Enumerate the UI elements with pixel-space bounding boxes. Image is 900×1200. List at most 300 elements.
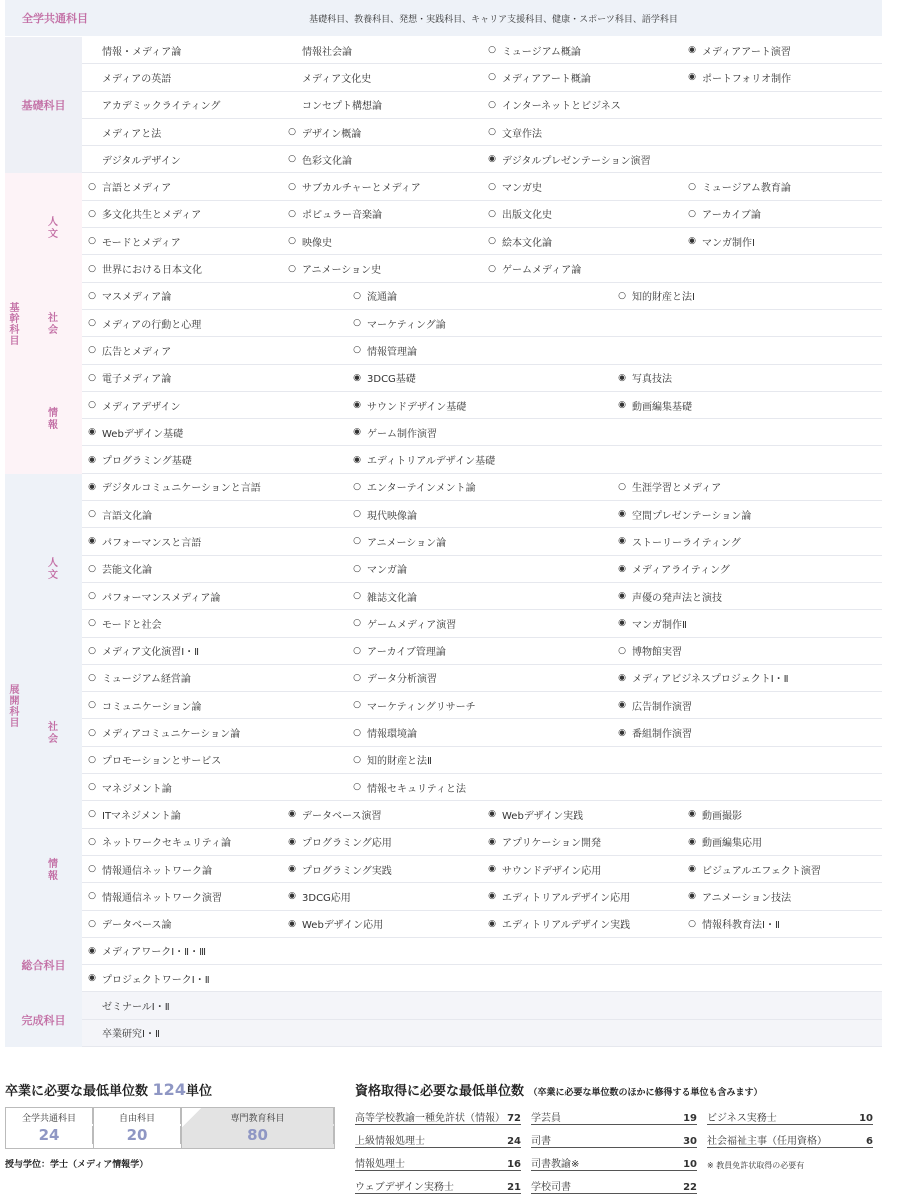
course-marker: ○ xyxy=(88,727,96,738)
course-marker: ○ xyxy=(353,509,361,520)
course-cell xyxy=(612,446,882,472)
course-marker: ◉ xyxy=(688,836,696,847)
course-row xyxy=(82,37,882,64)
course-marker: ○ xyxy=(288,236,296,247)
course-cell xyxy=(82,146,282,172)
course-cell xyxy=(612,719,882,745)
course-name: 情報・メディア論 xyxy=(102,46,182,58)
course-row xyxy=(82,556,882,583)
course-name: アプリケーション開発 xyxy=(502,838,601,850)
qual-name: 高等学校教諭一種免許状（情報） xyxy=(355,1112,505,1124)
qual-credits: 10 xyxy=(859,1112,873,1124)
course-cell xyxy=(347,610,612,636)
course-name: マーケティングリサーチ xyxy=(367,701,476,713)
course-row xyxy=(82,119,882,146)
course-cell xyxy=(682,883,882,909)
course-marker: ○ xyxy=(688,918,696,929)
course-name: 現代映像論 xyxy=(367,510,417,522)
kikan-shakai xyxy=(20,283,882,365)
course-row xyxy=(82,638,882,665)
course-cell xyxy=(82,774,347,800)
subgroup-label: 情報 xyxy=(45,857,57,882)
course-name: 情報通信ネットワーク論 xyxy=(102,865,212,877)
course-row xyxy=(82,365,882,392)
course-name: データ分析演習 xyxy=(367,674,437,686)
course-cell xyxy=(482,92,682,118)
course-cell xyxy=(82,583,347,609)
course-marker: ○ xyxy=(88,754,96,765)
course-name: ストーリーライティング xyxy=(632,537,741,549)
course-marker: ○ xyxy=(688,208,696,219)
course-marker: ○ xyxy=(618,481,626,492)
course-marker: ○ xyxy=(88,645,96,656)
course-marker: ○ xyxy=(88,236,96,247)
course-marker: ○ xyxy=(488,263,496,274)
course-cell xyxy=(612,474,882,500)
course-name: 広告とメディア xyxy=(102,346,172,358)
course-cell xyxy=(612,365,882,391)
course-name: デジタルデザイン xyxy=(102,155,181,167)
course-marker: ◉ xyxy=(288,891,296,902)
course-cell xyxy=(682,64,882,90)
course-name: 広告制作演習 xyxy=(632,701,692,713)
course-row xyxy=(82,692,882,719)
course-marker: ◉ xyxy=(288,918,296,929)
course-cell xyxy=(682,173,882,199)
course-row xyxy=(82,610,882,637)
course-marker: ◉ xyxy=(688,236,696,247)
course-cell xyxy=(347,365,612,391)
course-cell xyxy=(612,310,882,336)
course-name: サウンドデザイン応用 xyxy=(502,865,602,877)
course-name: エディトリアルデザイン応用 xyxy=(502,892,631,904)
course-name: アニメーション史 xyxy=(302,265,382,277)
course-row xyxy=(82,446,882,473)
course-name: マンガ論 xyxy=(367,565,407,577)
course-cell xyxy=(347,692,612,718)
course-name: パフォーマンスメディア論 xyxy=(102,592,221,604)
course-name: 声優の発声法と演技 xyxy=(632,592,722,604)
qual-name: ウェブデザイン実務士 xyxy=(355,1181,454,1193)
qual-item xyxy=(707,1105,873,1125)
course-marker: ○ xyxy=(353,345,361,356)
course-name: 世界における日本文化 xyxy=(102,265,202,277)
kansei-label: 完成科目 xyxy=(21,1013,66,1027)
course-marker: ◉ xyxy=(688,864,696,875)
course-marker: ○ xyxy=(88,509,96,520)
course-row xyxy=(82,283,882,310)
course-name: アカデミックライティング xyxy=(102,101,221,113)
tenkai-shakai xyxy=(20,665,882,801)
qual-credits: 30 xyxy=(683,1135,697,1147)
course-marker: ◉ xyxy=(88,945,96,956)
qual-credits: 21 xyxy=(507,1181,521,1193)
course-cell xyxy=(282,201,482,227)
qual-name: 社会福祉主事（任用資格） xyxy=(707,1135,827,1147)
course-cell xyxy=(82,692,347,718)
course-cell xyxy=(82,37,282,63)
course-name: コンセプト構想論 xyxy=(302,101,382,113)
course-name: サウンドデザイン基礎 xyxy=(367,401,467,413)
course-cell xyxy=(482,883,682,909)
course-marker: ○ xyxy=(88,563,96,574)
course-marker: ○ xyxy=(353,672,361,683)
course-cell xyxy=(282,173,482,199)
course-marker: ◉ xyxy=(488,809,496,820)
kikan-label: 基幹科目 xyxy=(5,173,20,473)
course-row xyxy=(82,583,882,610)
course-cell xyxy=(282,228,482,254)
course-name: パフォーマンスと言語 xyxy=(102,537,202,549)
course-cell xyxy=(282,119,482,145)
course-row xyxy=(82,173,882,200)
course-name: ミュージアム経営論 xyxy=(102,674,191,686)
course-name: デジタルコミュニケーションと言語 xyxy=(102,483,261,495)
course-marker: ○ xyxy=(88,918,96,929)
course-cell xyxy=(347,528,612,554)
course-name: 情報セキュリティと法 xyxy=(367,783,466,795)
kikan-joho xyxy=(20,365,882,474)
qual-credits: 72 xyxy=(507,1112,521,1124)
qual-row xyxy=(355,1172,883,1195)
course-name: ゲームメディア論 xyxy=(502,265,582,277)
course-marker: ○ xyxy=(88,672,96,683)
course-cell xyxy=(82,1020,882,1046)
course-cell xyxy=(347,337,612,363)
course-marker: ◉ xyxy=(488,154,496,165)
course-name: アニメーション論 xyxy=(367,537,447,549)
course-name: メディアデザイン xyxy=(102,401,181,413)
course-cell xyxy=(82,446,347,472)
course-name: デジタルプレゼンテーション演習 xyxy=(502,155,651,167)
course-marker: ◉ xyxy=(688,45,696,56)
course-row xyxy=(82,392,882,419)
course-marker: ○ xyxy=(488,72,496,83)
course-cell xyxy=(612,337,882,363)
credit-col-common: 全学共通科目 24 xyxy=(6,1108,94,1148)
course-name: 番組制作演習 xyxy=(632,729,692,741)
course-name: マンガ制作Ⅰ xyxy=(702,237,755,249)
qual-name: 学校司書 xyxy=(531,1181,571,1193)
course-marker: ◉ xyxy=(618,672,626,683)
course-cell xyxy=(82,556,347,582)
course-name: メディア文化史 xyxy=(302,73,372,85)
course-marker: ○ xyxy=(288,181,296,192)
course-cell xyxy=(682,119,882,145)
course-name: 絵本文化論 xyxy=(502,237,552,249)
course-name: 動画編集基礎 xyxy=(632,401,692,413)
course-name: 3DCG応用 xyxy=(302,892,351,904)
course-cell xyxy=(612,610,882,636)
course-marker: ◉ xyxy=(88,536,96,547)
course-name: エンターテインメント論 xyxy=(367,483,476,495)
tenkai-label: 展開科目 xyxy=(5,474,20,938)
course-name: メディアビジネスプロジェクトⅠ・Ⅱ xyxy=(632,674,789,686)
course-cell xyxy=(82,310,347,336)
course-marker: ○ xyxy=(88,864,96,875)
subgroup-label: 人文 xyxy=(45,216,57,241)
course-cell xyxy=(612,583,882,609)
course-name: アーカイブ論 xyxy=(702,210,761,222)
course-name: コミュニケーション論 xyxy=(102,701,202,713)
course-marker: ○ xyxy=(488,181,496,192)
course-cell xyxy=(347,283,612,309)
tenkai-joho xyxy=(20,801,882,937)
course-marker: ○ xyxy=(88,891,96,902)
course-cell xyxy=(682,228,882,254)
course-name: プログラミング応用 xyxy=(302,838,392,850)
course-name: マスメディア論 xyxy=(102,292,172,304)
course-marker: ◉ xyxy=(488,836,496,847)
qual-credits: 19 xyxy=(683,1112,697,1124)
course-name: メディアアート演習 xyxy=(702,46,791,58)
course-name: アニメーション技法 xyxy=(702,892,792,904)
kikan-jinbun xyxy=(20,173,882,282)
course-marker: ◉ xyxy=(618,536,626,547)
course-name: プログラミング基礎 xyxy=(102,456,192,468)
course-marker: ○ xyxy=(88,372,96,383)
kikan-group xyxy=(5,173,882,473)
course-name: プログラミング実践 xyxy=(302,865,392,877)
common-subjects-text: 基礎科目、教養科目、発想・実践科目、キャリア支援科目、健康・スポーツ科目、語学科目 xyxy=(309,14,678,25)
course-cell xyxy=(612,283,882,309)
course-marker: ○ xyxy=(88,836,96,847)
course-marker: ◉ xyxy=(618,400,626,410)
course-name: メディアの英語 xyxy=(102,73,172,85)
qual-row xyxy=(355,1149,883,1172)
course-row xyxy=(82,801,882,828)
course-name: マーケティング論 xyxy=(367,319,446,331)
course-cell xyxy=(682,911,882,937)
course-marker: ○ xyxy=(353,727,361,738)
course-row xyxy=(82,829,882,856)
course-marker: ◉ xyxy=(353,400,361,410)
course-marker: ○ xyxy=(88,263,96,274)
subgroup-label: 人文 xyxy=(45,557,57,582)
course-marker: ○ xyxy=(488,127,496,138)
course-marker: ○ xyxy=(88,782,96,793)
course-name: プロモーションとサービス xyxy=(102,756,222,768)
kiso-group xyxy=(5,37,882,173)
course-marker: ○ xyxy=(488,99,496,110)
course-cell xyxy=(82,719,347,745)
course-marker: ◉ xyxy=(618,700,626,711)
course-marker: ○ xyxy=(88,400,96,410)
course-cell xyxy=(482,201,682,227)
course-cell xyxy=(82,665,347,691)
course-marker: ○ xyxy=(88,318,96,329)
course-name: メディア文化演習Ⅰ・Ⅱ xyxy=(102,647,200,659)
course-cell xyxy=(82,501,347,527)
qual-name: ビジネス実務士 xyxy=(707,1112,777,1124)
course-name: ビジュアルエフェクト演習 xyxy=(702,865,821,877)
course-row xyxy=(82,665,882,692)
course-marker: ◉ xyxy=(288,809,296,820)
course-cell xyxy=(612,747,882,773)
course-cell xyxy=(82,528,347,554)
course-cell xyxy=(612,692,882,718)
course-marker: ○ xyxy=(288,127,296,138)
course-name: 空間プレゼンテーション論 xyxy=(632,510,752,522)
course-name: ミュージアム教育論 xyxy=(702,183,791,195)
qual-name: ※ 教員免許状取得の必要有 xyxy=(707,1160,805,1170)
course-cell xyxy=(347,556,612,582)
course-cell xyxy=(682,856,882,882)
course-name: 芸能文化論 xyxy=(102,565,152,577)
course-cell xyxy=(612,665,882,691)
course-row xyxy=(82,64,882,91)
course-marker: ○ xyxy=(288,208,296,219)
course-cell xyxy=(282,829,482,855)
course-name: 卒業研究Ⅰ・Ⅱ xyxy=(102,1029,160,1041)
course-name: 色彩文化論 xyxy=(302,155,352,167)
course-name: モードとメディア xyxy=(102,237,181,249)
qual-item xyxy=(355,1128,521,1148)
qual-name: 上級情報処理士 xyxy=(355,1135,425,1147)
course-cell xyxy=(82,856,282,882)
course-name: 動画撮影 xyxy=(702,810,742,822)
course-marker: ◉ xyxy=(618,727,626,738)
qual-credits: 10 xyxy=(683,1158,697,1170)
course-cell xyxy=(82,938,882,964)
tenkai-group xyxy=(5,474,882,938)
course-cell xyxy=(82,474,347,500)
course-name: エディトリアルデザイン実践 xyxy=(502,920,631,932)
course-cell xyxy=(682,37,882,63)
course-cell xyxy=(282,856,482,882)
course-name: メディアコミュニケーション論 xyxy=(102,729,241,741)
course-marker: ◉ xyxy=(353,427,361,438)
course-row xyxy=(82,310,882,337)
course-cell xyxy=(282,801,482,827)
course-cell xyxy=(347,392,612,418)
qual-credits: 6 xyxy=(866,1135,873,1147)
course-cell xyxy=(482,801,682,827)
course-name: モードと社会 xyxy=(102,619,162,631)
course-row xyxy=(82,856,882,883)
course-cell xyxy=(347,638,612,664)
course-marker: ◉ xyxy=(488,918,496,929)
course-cell xyxy=(482,146,682,172)
graduation-title: 卒業に必要な最低単位数 124単位 xyxy=(5,1080,212,1099)
course-marker: ○ xyxy=(353,591,361,602)
course-marker: ◉ xyxy=(618,563,626,574)
course-cell xyxy=(82,911,282,937)
course-cell xyxy=(82,337,347,363)
course-cell xyxy=(682,92,882,118)
qual-item xyxy=(531,1174,697,1194)
course-cell xyxy=(282,92,482,118)
course-name: Webデザイン実践 xyxy=(502,810,584,822)
qual-name: 情報処理士 xyxy=(355,1158,405,1170)
course-cell xyxy=(82,64,282,90)
course-cell xyxy=(682,146,882,172)
course-name: インターネットとビジネス xyxy=(502,101,621,113)
course-marker: ○ xyxy=(618,645,626,656)
course-marker: ◉ xyxy=(88,973,96,984)
course-name: Webデザイン基礎 xyxy=(102,428,184,440)
course-marker: ○ xyxy=(88,618,96,629)
graduation-section xyxy=(5,1080,340,1170)
course-row xyxy=(82,883,882,910)
course-row xyxy=(82,528,882,555)
course-name: デザイン概論 xyxy=(302,128,362,140)
course-marker: ○ xyxy=(488,236,496,247)
course-cell xyxy=(482,119,682,145)
course-row xyxy=(82,92,882,119)
course-marker: ◉ xyxy=(618,591,626,602)
course-marker: ◉ xyxy=(488,864,496,875)
course-name: 情報社会論 xyxy=(302,46,352,58)
qual-item xyxy=(707,1174,873,1194)
course-cell xyxy=(82,392,347,418)
course-cell xyxy=(482,911,682,937)
subgroup-label: 情報 xyxy=(45,407,57,432)
degree-text: 授与学位：学士（メディア情報学） xyxy=(5,1160,149,1170)
course-marker: ○ xyxy=(353,782,361,793)
course-cell xyxy=(612,528,882,554)
course-row xyxy=(82,911,882,938)
course-row xyxy=(82,255,882,282)
course-row xyxy=(82,719,882,746)
course-marker: ○ xyxy=(353,754,361,765)
course-cell xyxy=(82,992,882,1018)
course-marker: ◉ xyxy=(288,836,296,847)
course-name: マネジメント論 xyxy=(102,783,172,795)
course-cell xyxy=(347,446,612,472)
qual-item xyxy=(531,1151,697,1171)
course-marker: ◉ xyxy=(618,509,626,520)
course-name: 文章作法 xyxy=(502,128,542,140)
course-cell xyxy=(682,801,882,827)
course-name: ポートフォリオ制作 xyxy=(702,73,792,85)
qual-item xyxy=(355,1174,521,1194)
course-name: 流通論 xyxy=(367,292,397,304)
qualification-list xyxy=(355,1103,883,1195)
course-cell xyxy=(482,37,682,63)
sogo-label: 総合科目 xyxy=(21,959,66,973)
course-marker: ○ xyxy=(88,290,96,301)
course-marker: ◉ xyxy=(353,372,361,383)
course-cell xyxy=(347,501,612,527)
course-name: 知的財産と法Ⅱ xyxy=(367,756,432,768)
subgroup-label: 社会 xyxy=(45,311,57,336)
course-marker: ◉ xyxy=(688,72,696,83)
course-marker: ○ xyxy=(353,645,361,656)
course-cell xyxy=(82,201,282,227)
course-marker: ○ xyxy=(353,481,361,492)
course-cell xyxy=(82,801,282,827)
course-name: メディアアート概論 xyxy=(502,73,591,85)
course-cell xyxy=(82,255,282,281)
course-row xyxy=(82,965,882,992)
qual-item xyxy=(531,1128,697,1148)
course-name: ポピュラー音楽論 xyxy=(302,210,382,222)
course-cell xyxy=(347,583,612,609)
course-name: データベース演習 xyxy=(302,810,382,822)
course-name: ゼミナールⅠ・Ⅱ xyxy=(102,1002,170,1014)
course-cell xyxy=(482,255,682,281)
kiso-label: 基礎科目 xyxy=(21,99,66,113)
course-row xyxy=(82,501,882,528)
qual-credits: 16 xyxy=(507,1158,521,1170)
course-name: サブカルチャーとメディア xyxy=(302,183,421,195)
course-cell xyxy=(282,37,482,63)
course-cell xyxy=(682,255,882,281)
course-name: 多文化共生とメディア xyxy=(102,210,202,222)
course-marker: ◉ xyxy=(688,809,696,820)
course-cell xyxy=(682,829,882,855)
